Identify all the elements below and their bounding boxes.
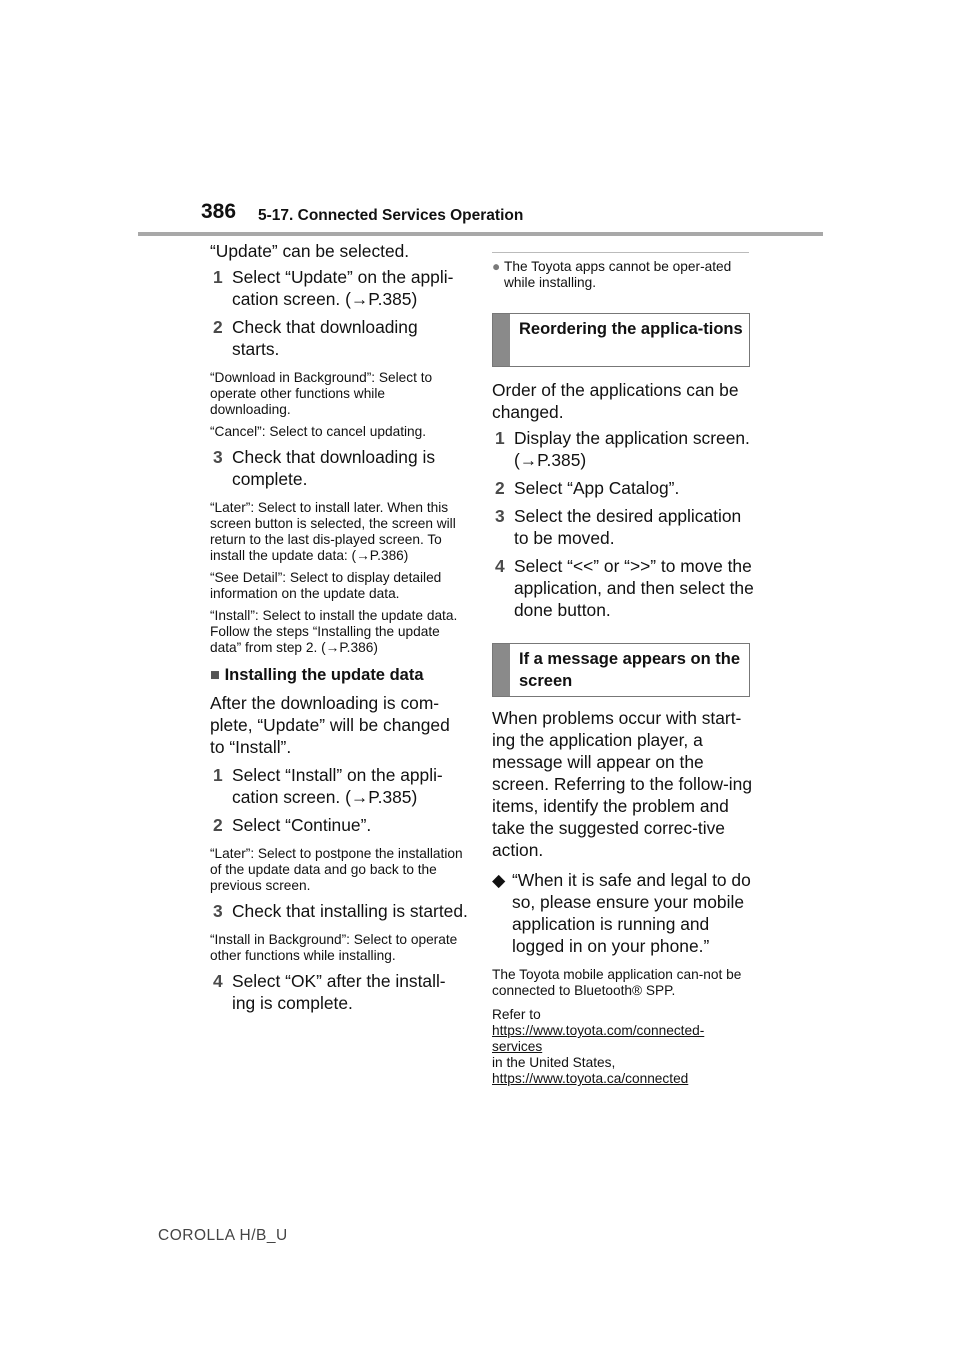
step-item	[210, 446, 468, 490]
circle-bullet-icon: ●	[492, 259, 501, 274]
step-text: Select “App Catalog”.	[514, 478, 680, 498]
step-text: Select “<<” or “>>” to move the application, and then select the done button.	[514, 556, 754, 620]
note-text: “Later”: Select to install later. When this screen button is selected, the screen will return to the last dis-played screen. To install the update data: (→P.386)	[210, 500, 456, 563]
body-paragraph: Order of the applications can be changed.	[492, 380, 739, 422]
section-heading: If a message appears on the screen	[519, 650, 741, 690]
note-text: “Later”: Select to postpone the installation of the update data and go back to the previous screen.	[210, 846, 463, 893]
step-text: Select “Continue”.	[232, 815, 372, 835]
heading-bar	[493, 644, 510, 696]
intro-text: “Update” can be selected.	[210, 241, 410, 261]
heading-bar	[493, 314, 510, 366]
note-text: “Install in Background”: Select to operate other functions while installing.	[210, 932, 458, 963]
step-text: Display the application screen. (→P.385)	[514, 428, 750, 470]
step-item	[210, 814, 468, 836]
step-item	[210, 764, 468, 808]
step-number: 1	[213, 765, 223, 785]
diamond-bullet-icon: ◆	[492, 870, 506, 890]
step-item	[210, 900, 468, 922]
step-text: Select “Install” on the appli-cation screen. (→P.385)	[232, 765, 443, 807]
step-number: 3	[213, 901, 223, 921]
step-text: Select the desired application to be moved.	[514, 506, 742, 548]
step-number: 1	[495, 428, 505, 448]
step-text: Select “Update” on the appli-cation screen. (→P.385)	[232, 267, 454, 309]
step-text: Check that downloading is complete.	[232, 447, 436, 489]
note-text: “Cancel”: Select to cancel updating.	[210, 424, 427, 439]
step-text: Select “OK” after the install-ing is complete.	[232, 971, 446, 1013]
note-text: “Download in Background”: Select to operate other functions while downloading.	[210, 370, 433, 417]
message-text: “When it is safe and legal to do so, please ensure your mobile application is running and logged in on your phone.”	[512, 870, 751, 956]
step-item	[492, 477, 754, 499]
url-link-canada[interactable]: https://www.toyota.ca/connected	[492, 1071, 689, 1086]
section-title: 5-17. Connected Services Operation	[258, 207, 524, 224]
step-item	[492, 555, 754, 621]
left-column	[210, 240, 468, 1014]
square-bullet-icon: ■	[210, 666, 220, 684]
step-number: 1	[213, 267, 223, 287]
step-number: 3	[495, 506, 505, 526]
note-divider	[492, 252, 749, 253]
step-item	[492, 427, 754, 471]
note-text: “Install”: Select to install the update data. Follow the steps “Installing the update data” from step 2. (→P.386)	[210, 608, 458, 655]
step-number: 2	[213, 317, 223, 337]
header-rule	[138, 232, 823, 236]
step-number: 4	[495, 556, 505, 576]
right-column	[492, 252, 754, 1087]
message-item	[492, 869, 754, 957]
step-item	[210, 970, 468, 1014]
footer-model: COROLLA H/B_U	[158, 1227, 288, 1244]
subheading-text: Installing the update data	[224, 666, 424, 684]
url-link-us[interactable]: https://www.toyota.com/connected-services	[492, 1023, 705, 1054]
section-heading: Reordering the applica-tions	[519, 320, 743, 338]
note-text: in the United States,	[492, 1055, 616, 1070]
step-item	[210, 266, 468, 310]
step-number: 2	[213, 815, 223, 835]
note-text: “See Detail”: Select to display detailed information on the update data.	[210, 570, 442, 601]
step-item	[492, 505, 754, 549]
note-text: The Toyota apps cannot be oper-ated while installing.	[504, 259, 732, 290]
note-text: Refer to	[492, 1007, 541, 1022]
subheading	[210, 664, 468, 686]
note-text: The Toyota mobile application can-not be connected to Bluetooth® SPP.	[492, 967, 742, 998]
step-item	[210, 316, 468, 360]
section-heading-box	[492, 313, 750, 367]
page-number: 386	[201, 200, 237, 223]
step-number: 4	[213, 971, 223, 991]
body-paragraph: When problems occur with start-ing the application player, a message will appear on the screen. Referring to the follow-ing items, identify the problem and take the suggested correc-tive action.	[492, 708, 753, 860]
step-text: Check that downloading starts.	[232, 317, 418, 359]
step-number: 3	[213, 447, 223, 467]
step-text: Check that installing is started.	[232, 901, 468, 921]
note-item	[492, 259, 754, 291]
step-number: 2	[495, 478, 505, 498]
body-paragraph: After the downloading is com-plete, “Update” will be changed to “Install”.	[210, 693, 450, 757]
section-heading-box	[492, 643, 750, 697]
